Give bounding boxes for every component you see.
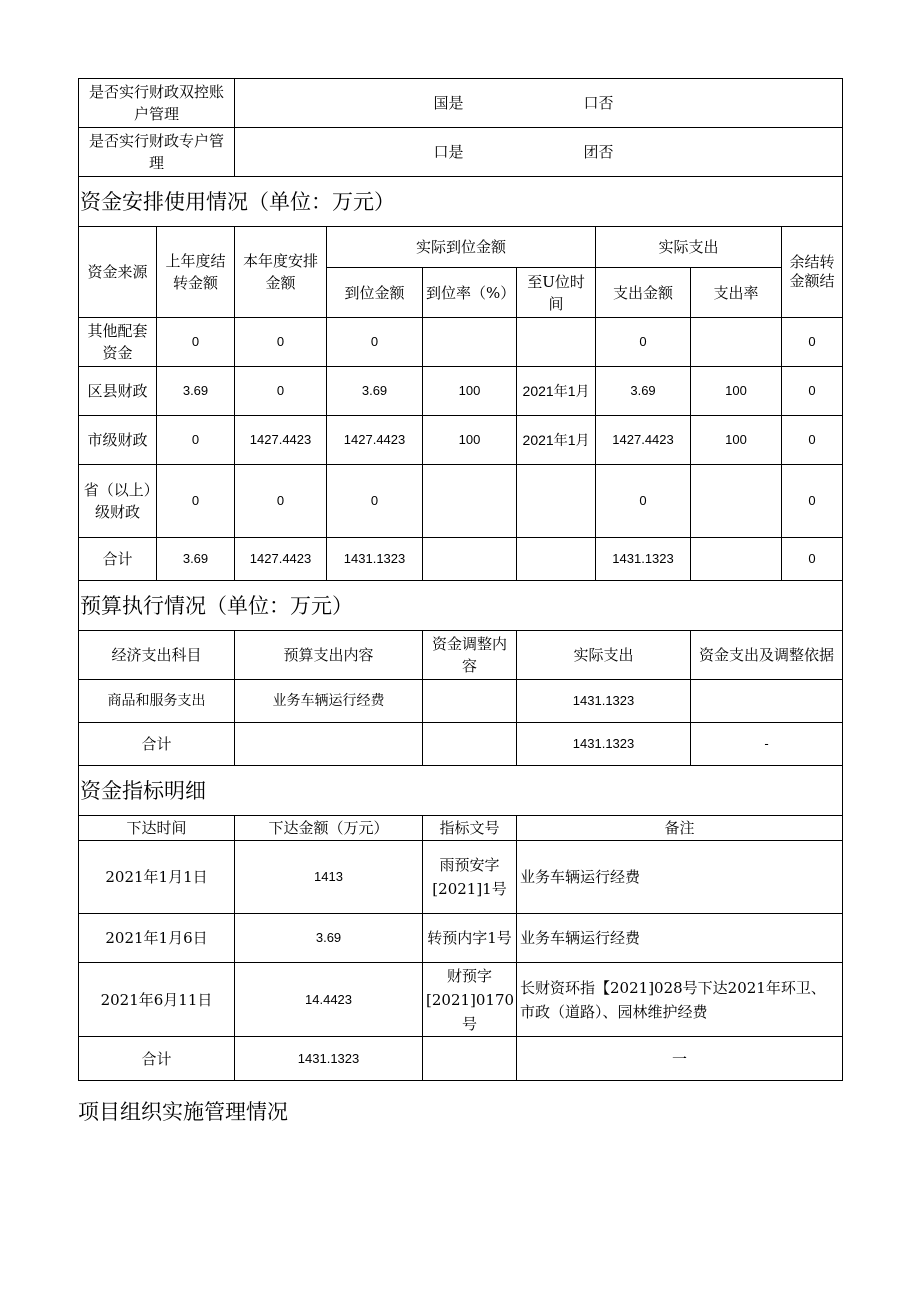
indicators-cell-note: 一 [517,1037,843,1081]
budget-header-actual: 实际支出 [517,631,691,680]
funds-cell-current: 1427.4423 [235,538,327,581]
special-account-label: 是否实行财政专户管理 [79,128,235,177]
indicators-cell-doc: 转预内字1号 [423,914,517,963]
funds-cell-balance: 0 [782,538,843,581]
special-account-row [79,128,843,177]
funds-cell-spend: 0 [596,465,691,538]
budget-cell-subject: 商品和服务支出 [79,680,235,723]
budget-cell-content [235,723,423,766]
funds-cell-spend: 0 [596,318,691,367]
funds-cell-current: 1427.4423 [235,416,327,465]
funds-cell-arrived: 1431.1323 [327,538,423,581]
funds-cell-current: 0 [235,367,327,416]
budget-header-content: 预算支出内容 [235,631,423,680]
funds-cell-spend-rate [691,465,782,538]
funds-cell-spend: 1427.4423 [596,416,691,465]
budget-cell-adjust [423,723,517,766]
indicators-cell-doc [423,1037,517,1081]
budget-cell-subject: 合计 [79,723,235,766]
budget-section-title: 预算执行情况（单位：万元） [79,581,843,631]
indicators-header-time: 下达时间 [79,816,235,841]
funds-header-arrived-amount: 到位金额 [327,268,423,318]
funds-header-balance: 余结转金额结 [782,227,843,318]
funds-cell-spend-rate: 100 [691,367,782,416]
funds-cell-time: 2021年1月 [517,416,596,465]
funds-cell-balance: 0 [782,416,843,465]
funds-cell-prev: 0 [157,416,235,465]
funds-cell-arrived: 0 [327,318,423,367]
budget-cell-adjust [423,680,517,723]
funds-cell-spend-rate: 100 [691,416,782,465]
funds-header-current: 本年度安排金额 [235,227,327,318]
dual-control-options [235,79,843,128]
indicators-cell-amount: 14.4423 [235,963,423,1037]
indicators-cell-time: 2021年1月6日 [79,914,235,963]
budget-cell-actual: 1431.1323 [517,723,691,766]
funds-cell-rate: 100 [423,367,517,416]
dual-control-label: 是否实行财政双控账户管理 [79,79,235,128]
budget-header-basis: 资金支出及调整依据 [691,631,843,680]
indicators-cell-amount: 1413 [235,841,423,914]
funds-cell-prev: 3.69 [157,367,235,416]
funds-row [79,416,843,465]
funds-total-row [79,538,843,581]
indicators-cell-time: 2021年1月1日 [79,841,235,914]
special-yes-option: 口是 [433,143,464,161]
funds-cell-prev: 0 [157,318,235,367]
indicators-cell-note: 长财资环指【2021]028号下达2021年环卫、市政（道路）、园林维护经费 [517,963,843,1037]
indicators-row [79,914,843,963]
funds-cell-source: 其他配套资金 [79,318,157,367]
budget-cell-content: 业务车辆运行经费 [235,680,423,723]
document-page [78,78,842,1081]
funds-header-arrived-group: 实际到位金额 [327,227,596,268]
project-funds-table [78,78,843,1081]
indicators-header-amount: 下达金额（万元） [235,816,423,841]
funds-header-arrived-rate: 到位率（%） [423,268,517,318]
indicators-cell-doc: 雨预安字[2021]1号 [423,841,517,914]
budget-header-subject: 经济支出科目 [79,631,235,680]
indicators-cell-time: 合计 [79,1037,235,1081]
funds-cell-source: 合计 [79,538,157,581]
funds-cell-time: 2021年1月 [517,367,596,416]
indicators-row [79,841,843,914]
funds-cell-arrived: 0 [327,465,423,538]
funds-cell-current: 0 [235,318,327,367]
funds-cell-spend: 1431.1323 [596,538,691,581]
indicators-total-row [79,1037,843,1081]
funds-row [79,367,843,416]
funds-cell-source: 市级财政 [79,416,157,465]
funds-cell-source: 区县财政 [79,367,157,416]
budget-row [79,680,843,723]
indicators-cell-amount: 3.69 [235,914,423,963]
funds-row [79,318,843,367]
funds-section-title: 资金安排使用情况（单位：万元） [79,177,843,227]
dual-control-row [79,79,843,128]
funds-header-prev: 上年度结转金额 [157,227,235,318]
funds-cell-current: 0 [235,465,327,538]
indicators-header-doc: 指标文号 [423,816,517,841]
special-account-options [235,128,843,177]
budget-total-row [79,723,843,766]
funds-cell-time [517,318,596,367]
funds-cell-spend: 3.69 [596,367,691,416]
budget-cell-actual: 1431.1323 [517,680,691,723]
funds-cell-balance: 0 [782,367,843,416]
funds-cell-prev: 0 [157,465,235,538]
indicators-cell-time: 2021年6月11日 [79,963,235,1037]
budget-header-row [79,631,843,680]
special-no-option: 团否 [583,143,614,161]
indicators-section-title: 资金指标明细 [79,766,843,816]
funds-row [79,465,843,538]
implementation-section-title: 项目组织实施管理情况 [78,1100,288,1124]
indicators-cell-note: 业务车辆运行经费 [517,914,843,963]
funds-cell-balance: 0 [782,465,843,538]
funds-header-source: 资金来源 [79,227,157,318]
indicators-cell-amount: 1431.1323 [235,1037,423,1081]
funds-cell-spend-rate [691,538,782,581]
funds-header-spend-rate: 支出率 [691,268,782,318]
indicators-cell-note: 业务车辆运行经费 [517,841,843,914]
funds-cell-balance: 0 [782,318,843,367]
dual-no-option: 口否 [583,94,614,112]
indicators-header-note: 备注 [517,816,843,841]
budget-cell-basis [691,680,843,723]
funds-cell-spend-rate [691,318,782,367]
funds-cell-time [517,465,596,538]
funds-cell-arrived: 1427.4423 [327,416,423,465]
indicators-cell-doc: 财预字[2021]0170号 [423,963,517,1037]
funds-cell-arrived: 3.69 [327,367,423,416]
funds-header-arrived-time: 至U位时间 [517,268,596,318]
funds-cell-rate [423,538,517,581]
dual-yes-option: 国是 [433,94,464,112]
budget-header-adjust: 资金调整内容 [423,631,517,680]
indicators-row [79,963,843,1037]
funds-header-spend-amount: 支出金额 [596,268,691,318]
funds-cell-rate [423,318,517,367]
funds-cell-source: 省（以上）级财政 [79,465,157,538]
indicators-header-row [79,816,843,841]
funds-cell-time [517,538,596,581]
funds-cell-rate: 100 [423,416,517,465]
funds-header-spend-group: 实际支出 [596,227,782,268]
funds-cell-rate [423,465,517,538]
budget-cell-basis: - [691,723,843,766]
funds-cell-prev: 3.69 [157,538,235,581]
